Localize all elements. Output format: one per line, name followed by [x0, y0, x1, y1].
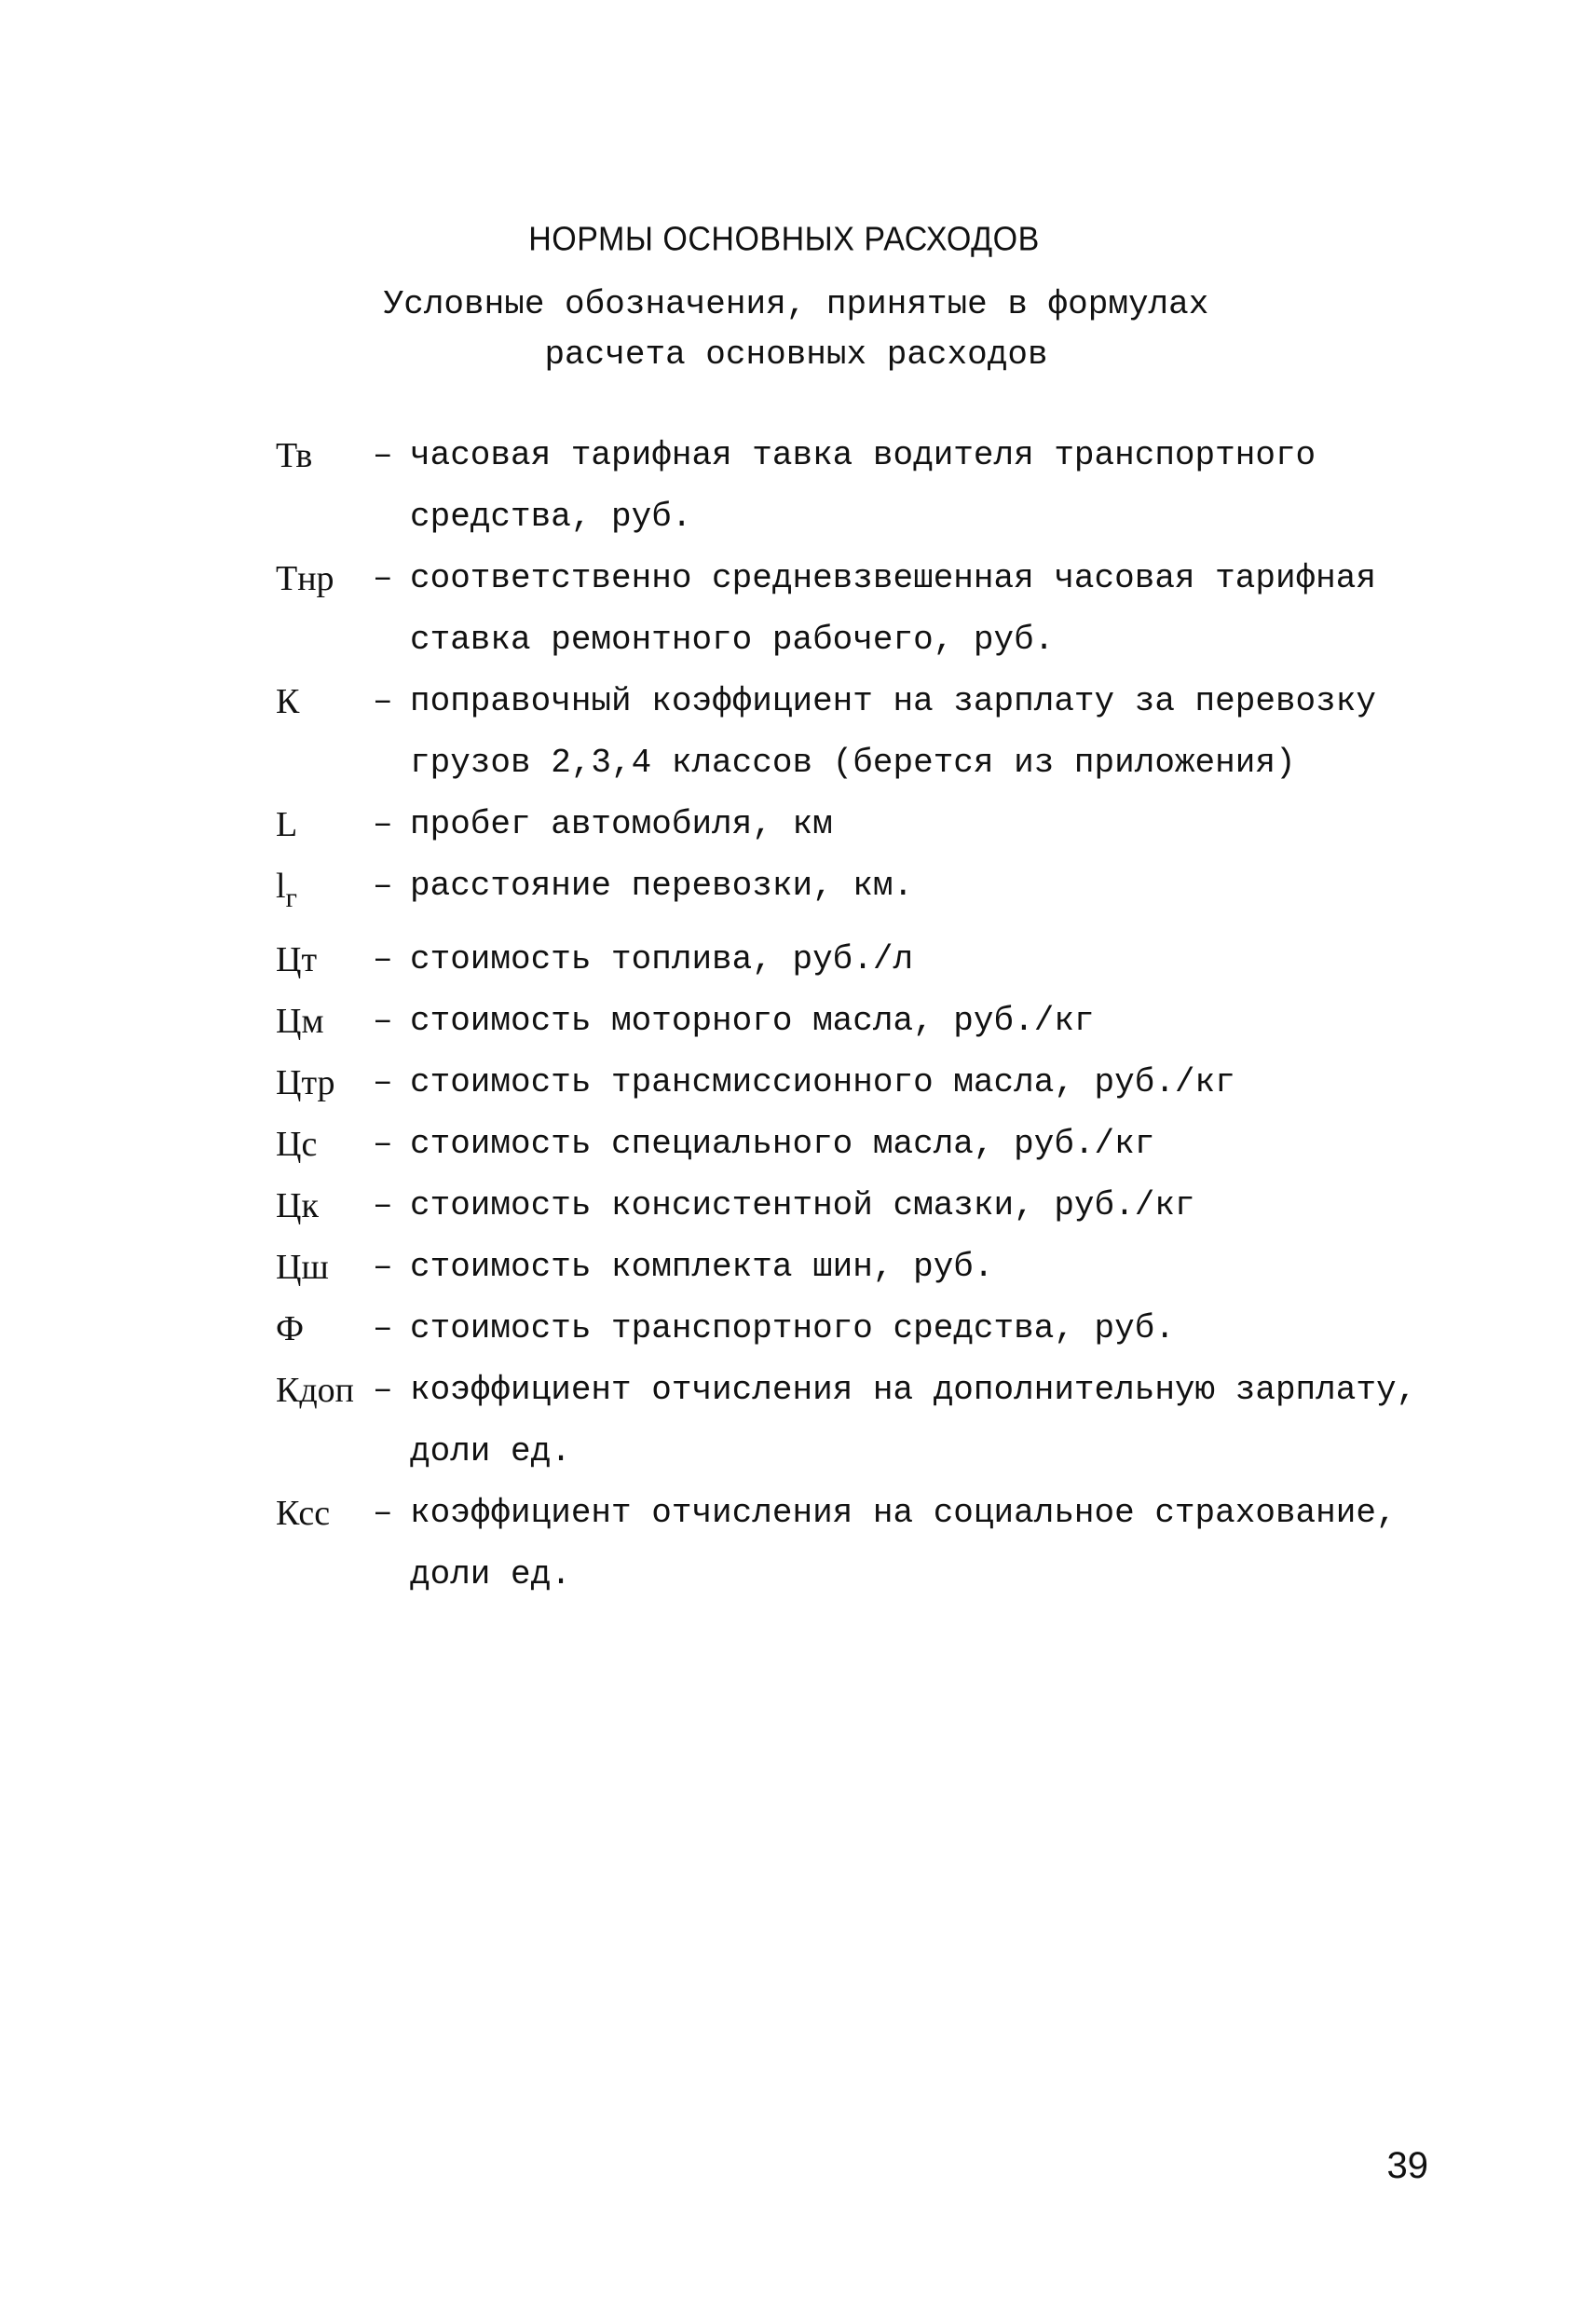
- legend-entry: [276, 425, 1431, 548]
- legend-description: [410, 1483, 1431, 1606]
- legend-description-line: грузов 2,3,4 классов (берется из приложения): [410, 744, 1296, 782]
- legend-description-line: соответственно средневзвешенная часовая тарифная: [410, 559, 1376, 597]
- legend-entry: [276, 1175, 1431, 1237]
- legend-dash: –: [373, 867, 393, 905]
- legend-symbol: Цм: [276, 1002, 324, 1041]
- legend-dash: –: [373, 682, 393, 720]
- legend-symbol: Цт: [276, 940, 318, 979]
- legend-description-line: коэффициент отчисления на социальное страхование,: [410, 1494, 1397, 1532]
- legend-description-line: доли ед.: [410, 1432, 571, 1470]
- legend-description: стоимость консистентной смазки, руб./кг: [410, 1186, 1195, 1224]
- legend-entry: [276, 1114, 1431, 1175]
- legend-description-line: доли ед.: [410, 1555, 571, 1593]
- legend-symbol: Цш: [276, 1248, 329, 1287]
- legend-symbol: Цк: [276, 1186, 319, 1225]
- legend-description: стоимость транспортного средства, руб.: [410, 1309, 1175, 1347]
- legend-dash: –: [373, 940, 393, 978]
- legend-description: стоимость комплекта шин, руб.: [410, 1248, 994, 1286]
- legend-entry: [276, 991, 1431, 1052]
- legend-dash: –: [373, 1309, 393, 1347]
- legend-entry: [276, 1483, 1431, 1606]
- legend-description: стоимость трансмиссионного масла, руб./кг: [410, 1063, 1235, 1101]
- legend-description: [410, 548, 1431, 671]
- legend-entry: [276, 1360, 1431, 1483]
- legend-symbol: Ф: [276, 1309, 305, 1348]
- legend-dash: –: [373, 1494, 393, 1532]
- legend-symbol-base: l: [276, 867, 286, 906]
- legend-description-line: коэффициент отчисления на дополнительную зарплату,: [410, 1371, 1417, 1409]
- legend-symbol: [276, 855, 373, 929]
- subtitle-line-2: расчета основных расходов: [544, 335, 1048, 374]
- legend-entry: [276, 855, 1431, 929]
- legend-symbol: Цтр: [276, 1063, 335, 1102]
- legend-entry: [276, 794, 1431, 855]
- legend-symbol: L: [276, 805, 298, 844]
- legend-entry: [276, 1052, 1431, 1114]
- legend-description-line: ставка ремонтного рабочего, руб.: [410, 621, 1055, 659]
- legend-dash: –: [373, 1063, 393, 1101]
- legend-description-line: поправочный коэффициент на зарплату за перевозку: [410, 682, 1376, 720]
- legend-symbol: К: [276, 682, 300, 721]
- page-number: 39: [1386, 2145, 1428, 2186]
- subtitle-line-1: Условные обозначения, принятые в формулах: [383, 285, 1209, 323]
- legend-entry: [276, 548, 1431, 671]
- legend-description-line: средства, руб.: [410, 498, 692, 536]
- legend-dash: –: [373, 1125, 393, 1163]
- legend-symbol: Тв: [276, 436, 313, 475]
- legend-dash: –: [373, 436, 393, 474]
- subtitle: [0, 280, 1594, 380]
- legend-symbol: Тнр: [276, 559, 334, 598]
- legend-description: стоимость моторного масла, руб./кг: [410, 1002, 1095, 1040]
- legend-description: [410, 1360, 1431, 1483]
- legend-entry: [276, 929, 1431, 991]
- legend-entry: [276, 1298, 1431, 1360]
- legend-description-line: часовая тарифная тавка водителя транспортного: [410, 436, 1316, 474]
- legend-description: [410, 671, 1431, 794]
- legend-dash: –: [373, 559, 393, 597]
- legend-entry: [276, 1237, 1431, 1298]
- legend-dash: –: [373, 1248, 393, 1286]
- legend-list: [276, 425, 1431, 1606]
- page-title: НОРМЫ ОСНОВНЫХ РАСХОДОВ: [528, 221, 1040, 258]
- legend-symbol: Цс: [276, 1125, 318, 1164]
- legend-dash: –: [373, 805, 393, 843]
- legend-entry: [276, 671, 1431, 794]
- legend-dash: –: [373, 1186, 393, 1224]
- legend-symbol-subscript: г: [285, 882, 297, 913]
- legend-description: стоимость специального масла, руб./кг: [410, 1125, 1155, 1163]
- legend-dash: –: [373, 1371, 393, 1409]
- legend-symbol: Ксс: [276, 1494, 331, 1533]
- legend-description: стоимость топлива, руб./л: [410, 940, 914, 978]
- legend-description: [410, 425, 1431, 548]
- legend-description: пробег автомобиля, км: [410, 805, 833, 843]
- legend-dash: –: [373, 1002, 393, 1040]
- legend-description: расстояние перевозки, км.: [410, 867, 914, 905]
- legend-symbol: Кдоп: [276, 1371, 355, 1410]
